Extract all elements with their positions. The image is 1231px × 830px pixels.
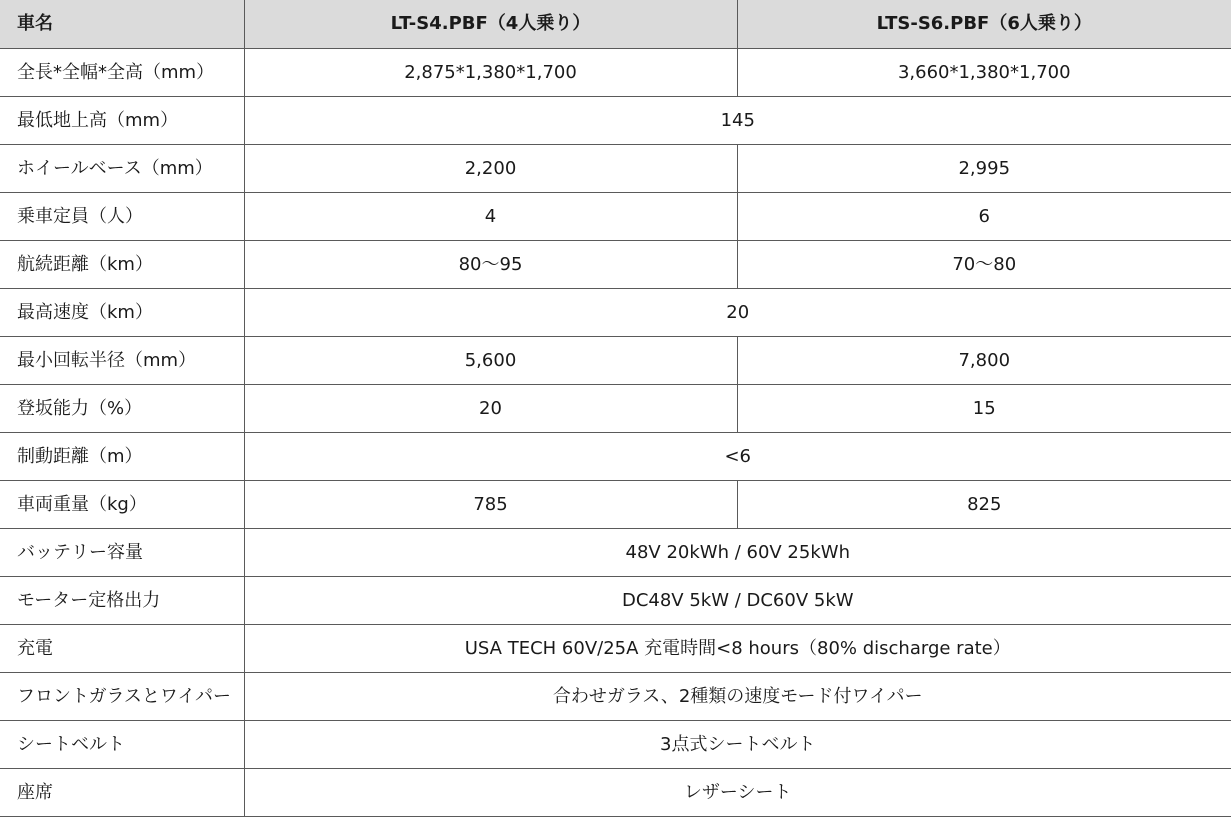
row-label: 乗車定員（人） [0,193,244,241]
value-shared: 145 [244,97,1231,145]
value-shared: 48V 20kWh / 60V 25kWh [244,529,1231,577]
row-vehicle-weight [0,481,1231,529]
value-shared: <6 [244,433,1231,481]
row-windshield-wiper [0,673,1231,721]
row-max-speed [0,289,1231,337]
row-label: 全長*全幅*全高（mm） [0,49,244,97]
row-gradeability [0,385,1231,433]
value-model-a: 785 [244,481,737,529]
row-label: 登坂能力（%） [0,385,244,433]
value-model-b: 7,800 [737,337,1231,385]
value-shared: 20 [244,289,1231,337]
row-battery-capacity [0,529,1231,577]
value-model-a: 5,600 [244,337,737,385]
value-model-b: 825 [737,481,1231,529]
value-shared: レザーシート [244,769,1231,817]
row-label: 充電 [0,625,244,673]
row-braking-distance [0,433,1231,481]
value-shared: USA TECH 60V/25A 充電時間<8 hours（80% discharge rate） [244,625,1231,673]
row-charging [0,625,1231,673]
value-shared: 合わせガラス、2種類の速度モード付ワイパー [244,673,1231,721]
row-label: 最小回転半径（mm） [0,337,244,385]
row-ground-clearance [0,97,1231,145]
row-label: 航続距離（km） [0,241,244,289]
row-label: モーター定格出力 [0,577,244,625]
row-motor-output [0,577,1231,625]
row-label: 制動距離（m） [0,433,244,481]
row-capacity [0,193,1231,241]
row-label: シートベルト [0,721,244,769]
row-label: 車両重量（kg） [0,481,244,529]
value-shared: DC48V 5kW / DC60V 5kW [244,577,1231,625]
value-model-b: 70～80 [737,241,1231,289]
row-seatbelt [0,721,1231,769]
row-label: バッテリー容量 [0,529,244,577]
value-model-b: 6 [737,193,1231,241]
value-model-a: 2,875*1,380*1,700 [244,49,737,97]
row-wheelbase [0,145,1231,193]
value-model-a: 4 [244,193,737,241]
row-range [0,241,1231,289]
row-dimensions [0,49,1231,97]
value-shared: 3点式シートベルト [244,721,1231,769]
value-model-b: 3,660*1,380*1,700 [737,49,1231,97]
header-label: 車名 [0,0,244,49]
header-model-b: LTS-S6.PBF（6人乗り） [737,0,1231,49]
header-model-a: LT-S4.PBF（4人乗り） [244,0,737,49]
value-model-a: 80～95 [244,241,737,289]
header-row [0,0,1231,49]
row-label: 最低地上高（mm） [0,97,244,145]
value-model-b: 2,995 [737,145,1231,193]
value-model-a: 2,200 [244,145,737,193]
row-label: 座席 [0,769,244,817]
row-turning-radius [0,337,1231,385]
value-model-a: 20 [244,385,737,433]
row-label: フロントガラスとワイパー [0,673,244,721]
value-model-b: 15 [737,385,1231,433]
row-seats [0,769,1231,817]
row-label: ホイールベース（mm） [0,145,244,193]
row-label: 最高速度（km） [0,289,244,337]
